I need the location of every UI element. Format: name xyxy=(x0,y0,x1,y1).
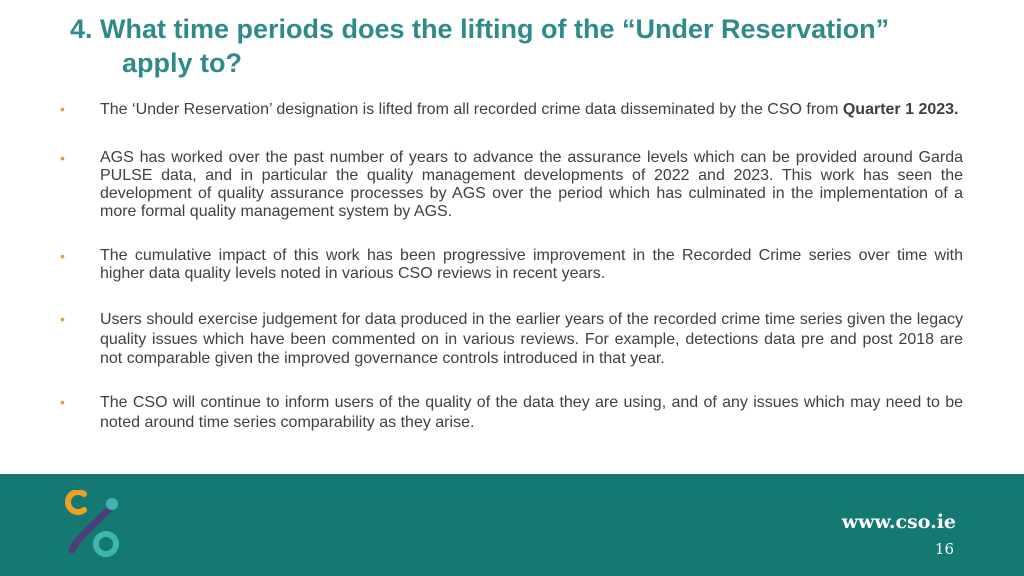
bullet-text xyxy=(100,101,963,118)
bullet-item xyxy=(60,247,963,283)
bullet-dot: • xyxy=(60,150,65,166)
bullet-item xyxy=(60,310,963,369)
logo-teal-ring xyxy=(96,534,116,554)
bullet-text-regular: The ‘Under Reservation’ designation is lifted from all recorded crime data disseminated by the CSO from xyxy=(100,101,843,118)
logo-orange-arc xyxy=(68,492,84,512)
bullet-item xyxy=(60,393,963,432)
bullet-dot: • xyxy=(60,248,65,264)
bullet-text: Users should exercise judgement for data produced in the earlier years of the recorded crime time series given the legacy quality issues which have been commented on in various reviews. For example, detections data pre and post 2018 are not comparable given the improved governance controls introduced in that year. xyxy=(100,311,963,367)
slide-title-line1: 4. What time periods does the lifting of the “Under Reservation” xyxy=(70,14,890,44)
page-number: 16 xyxy=(934,540,954,558)
bullet-text: The CSO will continue to inform users of the quality of the data they are using, and of any issues which may need to be noted around time series comparability as they arise. xyxy=(100,394,963,431)
bullet-dot: • xyxy=(60,394,65,410)
logo-teal-dot-top xyxy=(106,498,118,510)
bullet-dot: • xyxy=(60,101,65,117)
bullet-text-bold: Quarter 1 2023. xyxy=(842,101,959,118)
footer-bar xyxy=(0,474,1024,576)
cso-logo-icon xyxy=(62,490,126,560)
slide-title-line2: apply to? xyxy=(122,48,242,78)
bullet-item xyxy=(60,101,963,118)
website-link[interactable]: www.cso.ie xyxy=(841,511,956,533)
bullet-dot: • xyxy=(60,311,65,327)
bullet-text: The cumulative impact of this work has been progressive improvement in the Recorded Crime series over time with higher data quality levels noted in various CSO reviews in recent years. xyxy=(100,247,963,282)
slide-title xyxy=(70,12,950,80)
bullet-text: AGS has worked over the past number of years to advance the assurance levels which can be provided around Garda PULSE data, and in particular the quality management developments of 2022 and 2023. This work has seen the development of quality assurance processes by AGS over the period which has culminated in the implementation of a more formal quality management system by AGS. xyxy=(100,149,963,220)
bullet-item xyxy=(60,149,963,221)
